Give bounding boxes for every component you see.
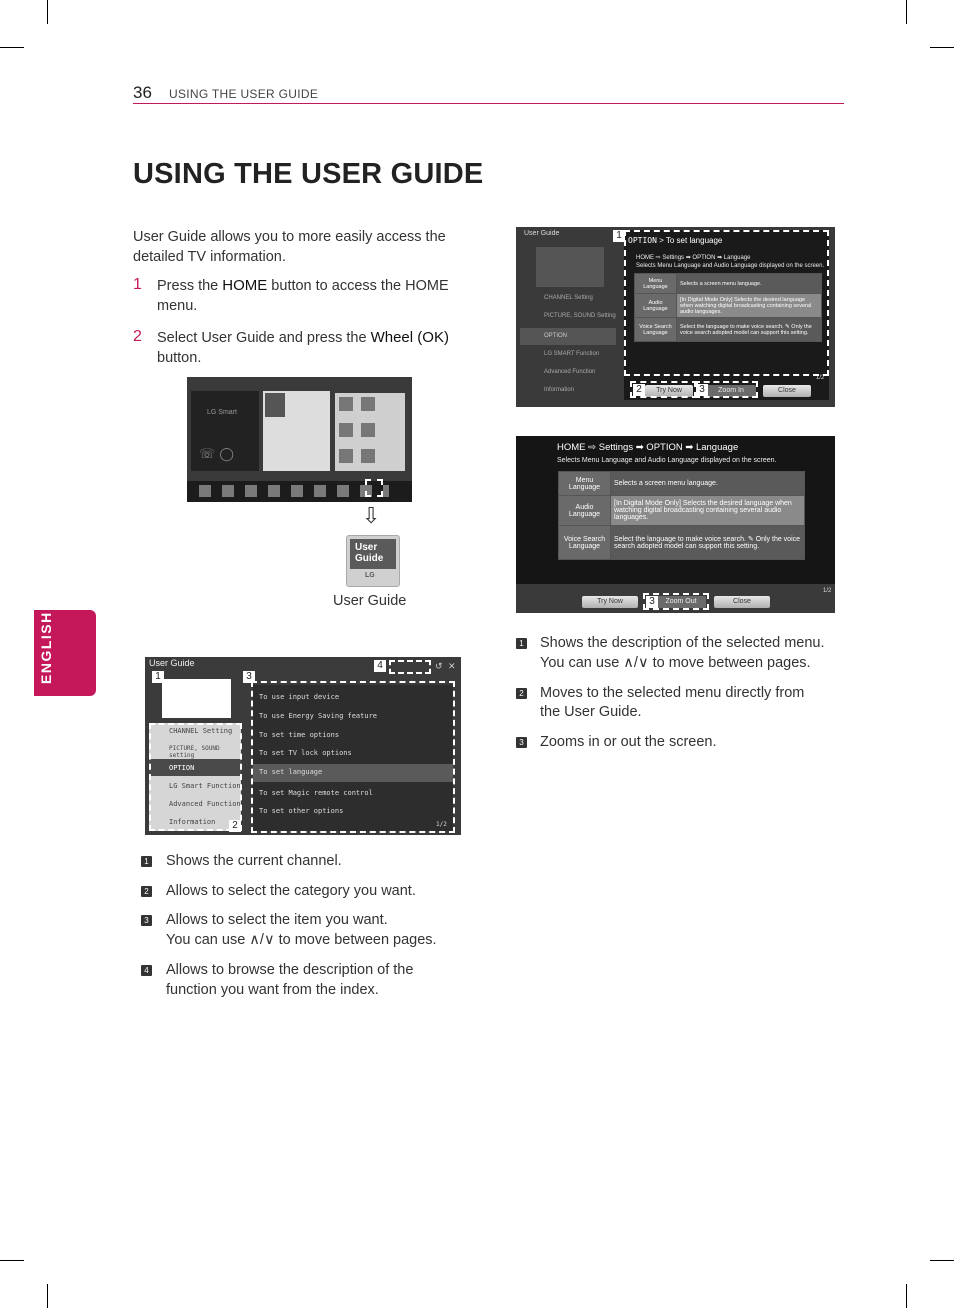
description: Selects Menu Language and Audio Language displayed on the screen. (636, 263, 825, 269)
current-channel-preview (162, 679, 231, 718)
list-item: You can use ∧/∨ to move between pages. (166, 932, 437, 948)
row-header: Voice Search Language (635, 318, 677, 342)
row-desc: Selects a screen menu language. (611, 472, 805, 496)
icon-text: User (355, 542, 378, 553)
callout-3: 3 (696, 384, 708, 396)
user-guide-app-icon (346, 535, 400, 587)
description: Selects Menu Language and Audio Language displayed on the screen. (557, 457, 777, 464)
lg-smart-label: LG Smart (207, 409, 237, 416)
list-item: You can use ∧/∨ to move between pages. (540, 655, 811, 671)
category[interactable]: OPTION (544, 333, 568, 339)
category[interactable]: Information (544, 387, 575, 393)
user-guide-screenshot (145, 657, 461, 835)
category-information[interactable]: Information (169, 818, 216, 826)
side-tab-label: ENGLISH (38, 611, 54, 684)
category-advanced[interactable]: Advanced Function (169, 800, 241, 808)
category-channel[interactable]: CHANNEL Setting (169, 727, 233, 735)
list-item: Allows to select the category you want. (166, 883, 416, 899)
lg-logo-icon: LG (365, 572, 375, 579)
step-1-text: menu. (157, 298, 198, 314)
page-number: 36 (133, 83, 152, 102)
back-icon[interactable]: ↺ (435, 661, 443, 671)
grid-panel (263, 391, 330, 471)
row-desc: Selects a screen menu language. (677, 274, 822, 294)
row-header: Voice Search Language (559, 526, 611, 560)
row-header: Menu Language (559, 472, 611, 496)
header-rule (133, 103, 844, 104)
page-indicator: 1/2 (816, 375, 825, 381)
crop-mark (930, 1260, 954, 1261)
step-2-text: button. (157, 350, 202, 366)
option-screenshot (516, 227, 835, 407)
ug-title: User Guide (524, 230, 560, 237)
tile (265, 393, 285, 417)
item-input-device[interactable]: To use input device (259, 693, 340, 701)
photo-panel (335, 393, 405, 471)
row-header: Audio Language (635, 294, 677, 318)
category-option[interactable]: OPTION (169, 764, 195, 772)
callout-2: 2 (229, 820, 241, 832)
row-header: Menu Language (635, 274, 677, 294)
step-1-text: Press the HOME button to access the HOME (157, 277, 449, 294)
step-number: 2 (133, 328, 142, 345)
row-desc: Select the language to make voice search. ✎ Only the voice search adopted model can support this setting. (611, 526, 805, 560)
decorative-glyphs: ☏ ◯ (199, 447, 234, 462)
try-now-button[interactable]: Try Now (645, 385, 693, 397)
crop-mark (906, 1284, 907, 1308)
list-number: 2 (141, 886, 152, 897)
live-tv-panel (191, 391, 259, 471)
page-indicator: 1/2 (823, 588, 832, 594)
close-button[interactable]: Close (714, 596, 770, 608)
close-button[interactable]: Close (763, 385, 811, 397)
crop-mark (0, 1260, 24, 1261)
item-energy-saving[interactable]: To use Energy Saving feature (259, 712, 378, 720)
callout-2: 2 (633, 384, 645, 396)
item-time-options[interactable]: To set time options (259, 731, 340, 739)
down-arrow-icon: ⇩ (362, 504, 381, 529)
list-number: 1 (141, 856, 152, 867)
list-item: Zooms in or out the screen. (540, 734, 717, 750)
item-tv-lock[interactable]: To set TV lock options (259, 749, 352, 757)
callout-3: 3 (243, 671, 255, 683)
category[interactable]: LG SMART Function (544, 351, 600, 357)
item-magic-remote[interactable]: To set Magic remote control (259, 789, 373, 797)
ug-title: User Guide (149, 658, 195, 668)
index-toolbar[interactable] (389, 660, 431, 674)
intro-text: User Guide allows you to more easily access the (133, 229, 446, 245)
list-number: 2 (516, 688, 527, 699)
crop-mark (906, 0, 907, 24)
list-item: function you want from the index. (166, 982, 379, 998)
icon-text: Guide (355, 553, 384, 564)
header-rest: > To set language (656, 236, 723, 245)
list-number: 3 (141, 915, 152, 926)
step-number: 1 (133, 276, 142, 293)
channel-preview (536, 247, 604, 287)
language-table (558, 471, 805, 560)
row-desc: [In Digital Mode Only] Selects the desired language when watching digital broadcasting containing several audio languages. (611, 496, 805, 526)
header-option: OPTION (628, 236, 657, 245)
zoomed-screenshot (516, 436, 835, 613)
crop-mark (0, 47, 24, 48)
row-desc: Select the language to make voice search. ✎ Only the voice search adopted model can support this setting. (677, 318, 822, 342)
user-guide-caption: User Guide (333, 593, 407, 609)
crop-mark (47, 0, 48, 24)
list-number: 4 (141, 965, 152, 976)
callout-4: 4 (374, 660, 386, 672)
intro-text: detailed TV information. (133, 249, 286, 265)
zoom-in-button[interactable]: Zoom In (706, 385, 756, 397)
list-item: Allows to select the item you want. (166, 912, 388, 928)
row-header: Audio Language (559, 496, 611, 526)
callout-1: 1 (613, 230, 625, 242)
list-item: the User Guide. (540, 704, 642, 720)
running-header: USING THE USER GUIDE (169, 87, 319, 101)
crop-mark (47, 1284, 48, 1308)
crop-mark (930, 47, 954, 48)
page-title: USING THE USER GUIDE (133, 158, 484, 190)
close-icon[interactable]: ✕ (448, 661, 456, 671)
try-now-button[interactable]: Try Now (582, 596, 638, 608)
row-desc: [In Digital Mode Only] Selects the desired language when watching digital broadcasting containing several audio languages. (677, 294, 822, 318)
category[interactable]: CHANNEL Setting (544, 295, 593, 301)
category[interactable]: Advanced Function (544, 369, 596, 375)
list-item: Allows to browse the description of the (166, 962, 414, 978)
category-picture-sound[interactable]: PICTURE, SOUND setting (169, 745, 220, 759)
category[interactable]: PICTURE, SOUND Setting (544, 313, 616, 319)
home-screenshot (187, 377, 412, 502)
breadcrumb: HOME ⇨ Settings ➡ OPTION ➡ Language (557, 442, 739, 453)
item-other-options[interactable]: To set other options (259, 807, 344, 815)
callout-3: 3 (646, 596, 658, 608)
zoom-out-button[interactable]: Zoom Out (656, 596, 706, 608)
list-number: 3 (516, 737, 527, 748)
list-item: Shows the current channel. (166, 853, 342, 869)
item-set-language[interactable]: To set language (259, 768, 323, 776)
list-item: Shows the description of the selected menu. (540, 635, 825, 651)
list-item: Moves to the selected menu directly from (540, 685, 805, 701)
category-lg-smart[interactable]: LG Smart Function (169, 782, 241, 790)
language-side-tab (34, 610, 96, 696)
list-number: 1 (516, 638, 527, 649)
user-guide-highlight (365, 479, 383, 497)
callout-1: 1 (152, 671, 164, 683)
page-indicator: 1/2 (436, 821, 447, 828)
breadcrumb: HOME ⇨ Settings ➡ OPTION ➡ Language (636, 255, 751, 261)
step-2-text: Select User Guide and press the Wheel (OK) (157, 329, 449, 346)
